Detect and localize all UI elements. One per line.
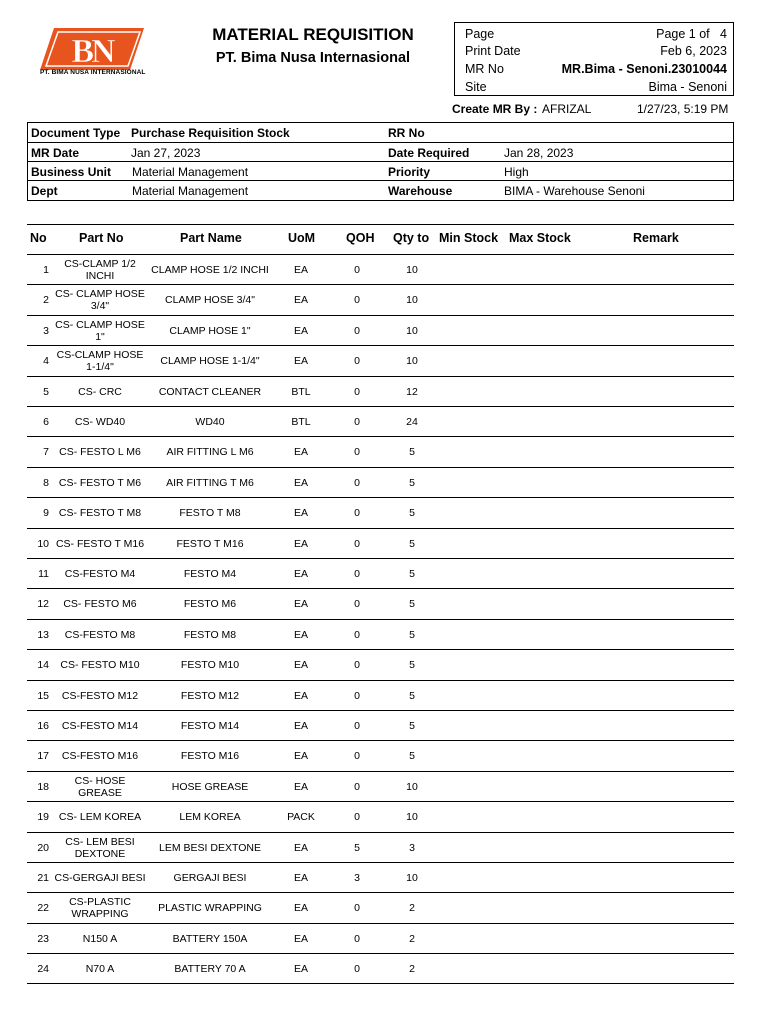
part-number-cell: CS- FESTO M6 <box>63 598 137 611</box>
unit-of-measure-cell: EA <box>293 264 308 276</box>
quantity-to-order-cell: 10 <box>406 324 418 337</box>
part-number-cell: CS-CLAMP HOSE 1-1/4" <box>56 349 144 374</box>
doc-type-label: Document Type <box>31 126 121 140</box>
page-label: Page <box>465 27 495 41</box>
table-row <box>27 892 734 922</box>
priority-label: Priority <box>388 165 431 179</box>
quantity-to-order-cell: 10 <box>406 355 418 368</box>
unit-of-measure-cell: BTL <box>291 416 311 428</box>
table-row <box>27 710 734 740</box>
row-number-cell: 17 <box>37 750 49 763</box>
warehouse-label: Warehouse <box>388 184 453 198</box>
part-name-cell: WD40 <box>195 416 225 428</box>
create-by-user: AFRIZAL <box>542 102 592 116</box>
quantity-to-order-cell: 5 <box>409 446 415 459</box>
row-number-cell: 11 <box>38 568 49 580</box>
part-number-cell: CS- CRC <box>78 385 122 398</box>
quantity-on-hand-cell: 0 <box>354 537 360 550</box>
table-row <box>27 862 734 892</box>
table-row <box>27 406 734 436</box>
part-number-cell: CS- LEM BESI DEXTONE <box>65 835 135 860</box>
quantity-on-hand-cell: 0 <box>354 507 360 520</box>
priority-value: High <box>504 165 529 179</box>
svg-text:BN: BN <box>71 33 113 70</box>
part-name-cell: FESTO M12 <box>180 689 240 702</box>
table-row <box>27 953 734 983</box>
quantity-to-order-cell: 5 <box>409 628 415 641</box>
row-number-cell: 19 <box>37 811 49 824</box>
quantity-on-hand-cell: 0 <box>354 720 360 732</box>
col-header-part-no: Part No <box>79 231 124 245</box>
part-name-cell: CLAMP HOSE 3/4" <box>165 294 255 307</box>
part-number-cell: CS-FESTO M4 <box>64 568 136 580</box>
unit-of-measure-cell: EA <box>293 689 308 702</box>
col-header-uom: UoM <box>288 231 316 245</box>
col-header-qty-to: Qty to <box>393 231 430 245</box>
unit-of-measure-cell: EA <box>293 294 308 307</box>
unit-of-measure-cell: EA <box>293 476 308 489</box>
row-number-cell: 21 <box>37 872 49 884</box>
part-number-cell: CS-GERGAJI BESI <box>54 872 146 884</box>
create-timestamp: 1/27/23, 5:19 PM <box>637 102 729 116</box>
table-row <box>27 436 734 466</box>
table-row <box>27 649 734 679</box>
page-row <box>465 25 727 43</box>
quantity-on-hand-cell: 0 <box>354 689 360 702</box>
quantity-on-hand-cell: 0 <box>354 811 360 824</box>
unit-of-measure-cell: PACK <box>287 811 315 824</box>
date-required-label: Date Required <box>388 146 470 160</box>
part-name-cell: FESTO T M16 <box>176 537 244 550</box>
part-number-cell: CS-FESTO M16 <box>61 750 139 763</box>
quantity-on-hand-cell: 0 <box>354 598 360 611</box>
row-number-cell: 10 <box>37 537 49 550</box>
logo-caption: PT. BIMA NUSA INTERNASIONAL <box>40 69 146 76</box>
requisition-details <box>27 122 734 201</box>
row-number-cell: 14 <box>37 659 49 672</box>
quantity-on-hand-cell: 0 <box>354 659 360 672</box>
row-number-cell: 16 <box>37 720 49 732</box>
quantity-to-order-cell: 10 <box>406 264 418 276</box>
mr-no-row <box>465 60 727 78</box>
table-row <box>27 315 734 345</box>
quantity-on-hand-cell: 0 <box>354 568 360 580</box>
quantity-to-order-cell: 2 <box>409 902 415 915</box>
part-name-cell: PLASTIC WRAPPING <box>158 902 262 915</box>
quantity-on-hand-cell: 0 <box>354 780 360 793</box>
unit-of-measure-cell: EA <box>293 355 308 368</box>
row-number-cell: 23 <box>37 932 49 945</box>
business-unit-value: Material Management <box>132 165 249 179</box>
unit-of-measure-cell: EA <box>293 568 308 580</box>
row-number-cell: 7 <box>43 446 49 459</box>
table-row <box>27 740 734 770</box>
quantity-on-hand-cell: 0 <box>354 324 360 337</box>
table-row <box>27 254 734 284</box>
row-number-cell: 4 <box>43 355 49 368</box>
quantity-to-order-cell: 5 <box>409 659 415 672</box>
warehouse-value: BIMA - Warehouse Senoni <box>504 184 645 198</box>
mr-no-label: MR No <box>465 62 504 76</box>
part-number-cell: CS- HOSE GREASE <box>74 774 126 799</box>
quantity-on-hand-cell: 0 <box>354 355 360 368</box>
quantity-to-order-cell: 12 <box>406 385 418 398</box>
quantity-to-order-cell: 2 <box>409 932 415 945</box>
row-number-cell: 13 <box>37 628 49 641</box>
part-name-cell: BATTERY 150A <box>172 932 248 945</box>
print-date-value: Feb 6, 2023 <box>660 44 727 58</box>
part-name-cell: FESTO M16 <box>180 750 240 763</box>
part-number-cell: CS- FESTO T M16 <box>55 537 145 550</box>
quantity-on-hand-cell: 0 <box>354 446 360 459</box>
unit-of-measure-cell: EA <box>293 598 308 611</box>
date-required-value: Jan 28, 2023 <box>504 146 574 160</box>
part-name-cell: FESTO M4 <box>183 568 237 580</box>
row-number-cell: 15 <box>37 689 49 702</box>
site-label: Site <box>465 80 487 94</box>
part-name-cell: FESTO T M8 <box>179 507 241 520</box>
table-row <box>27 467 734 497</box>
quantity-to-order-cell: 24 <box>406 416 418 428</box>
quantity-on-hand-cell: 0 <box>354 385 360 398</box>
table-row <box>27 588 734 618</box>
part-name-cell: AIR FITTING T M6 <box>166 476 254 489</box>
part-name-cell: GERGAJI BESI <box>173 872 247 884</box>
col-header-qoh: QOH <box>346 231 375 245</box>
mr-date-label: MR Date <box>31 146 80 160</box>
quantity-to-order-cell: 3 <box>409 841 415 854</box>
part-name-cell: LEM BESI DEXTONE <box>159 841 261 854</box>
quantity-to-order-cell: 10 <box>406 780 418 793</box>
quantity-to-order-cell: 10 <box>406 294 418 307</box>
page-value: Page 1 of 4 <box>656 27 727 41</box>
part-number-cell: N70 A <box>85 963 115 976</box>
row-number-cell: 22 <box>37 902 49 915</box>
part-name-cell: CONTACT CLEANER <box>158 385 262 398</box>
quantity-on-hand-cell: 0 <box>354 294 360 307</box>
unit-of-measure-cell: EA <box>293 780 308 793</box>
part-number-cell: CS-PLASTIC WRAPPING <box>69 896 131 921</box>
unit-of-measure-cell: EA <box>293 932 308 945</box>
quantity-on-hand-cell: 0 <box>354 264 360 276</box>
row-number-cell: 1 <box>43 264 49 276</box>
part-name-cell: BATTERY 70 A <box>174 963 246 976</box>
quantity-on-hand-cell: 5 <box>354 841 360 854</box>
site-row <box>465 78 727 96</box>
create-by-label: Create MR By : <box>452 102 538 116</box>
part-number-cell: CS- FESTO L M6 <box>59 446 141 459</box>
document-title: MATERIAL REQUISITION <box>212 25 414 44</box>
table-row <box>27 801 734 831</box>
quantity-on-hand-cell: 0 <box>354 932 360 945</box>
business-unit-label: Business Unit <box>31 165 112 179</box>
quantity-on-hand-cell: 0 <box>354 476 360 489</box>
dept-value: Material Management <box>132 184 249 198</box>
row-number-cell: 20 <box>37 841 49 854</box>
table-row <box>27 680 734 710</box>
quantity-to-order-cell: 10 <box>406 872 418 884</box>
unit-of-measure-cell: EA <box>293 750 308 763</box>
unit-of-measure-cell: EA <box>293 659 308 672</box>
quantity-on-hand-cell: 0 <box>354 963 360 976</box>
row-number-cell: 12 <box>37 598 49 611</box>
unit-of-measure-cell: EA <box>293 841 308 854</box>
table-row <box>27 619 734 649</box>
row-number-cell: 9 <box>43 507 49 520</box>
part-number-cell: N150 A <box>82 932 118 945</box>
doc-type-value: Purchase Requisition Stock <box>131 126 290 140</box>
quantity-on-hand-cell: 3 <box>354 872 360 884</box>
part-name-cell: AIR FITTING L M6 <box>166 446 254 459</box>
part-name-cell: CLAMP HOSE 1/2 INCHI <box>151 264 269 276</box>
row-number-cell: 5 <box>43 385 49 398</box>
part-name-cell: LEM KOREA <box>179 811 241 824</box>
table-row <box>27 832 734 862</box>
document-info-box <box>454 22 734 96</box>
quantity-on-hand-cell: 0 <box>354 902 360 915</box>
unit-of-measure-cell: EA <box>293 628 308 641</box>
table-top-rule <box>27 224 734 225</box>
unit-of-measure-cell: EA <box>293 446 308 459</box>
table-row <box>27 345 734 375</box>
col-header-min-stock: Min Stock <box>439 231 499 245</box>
part-number-cell: CS- FESTO T M8 <box>58 507 142 520</box>
unit-of-measure-cell: EA <box>293 324 308 337</box>
print-date-label: Print Date <box>465 44 521 58</box>
part-number-cell: CS-FESTO M12 <box>61 689 139 702</box>
row-number-cell: 6 <box>43 416 49 428</box>
quantity-to-order-cell: 5 <box>409 750 415 763</box>
part-number-cell: CS- LEM KOREA <box>58 811 142 824</box>
quantity-on-hand-cell: 0 <box>354 750 360 763</box>
quantity-on-hand-cell: 0 <box>354 416 360 428</box>
part-name-cell: HOSE GREASE <box>171 780 249 793</box>
part-name-cell: FESTO M10 <box>180 659 240 672</box>
mr-no-value: MR.Bima - Senoni.23010044 <box>561 62 727 76</box>
row-number-cell: 2 <box>43 294 49 307</box>
rr-no-label: RR No <box>388 126 425 140</box>
row-number-cell: 24 <box>37 963 49 976</box>
row-number-cell: 8 <box>43 476 49 489</box>
part-name-cell: CLAMP HOSE 1" <box>169 324 251 337</box>
part-name-cell: CLAMP HOSE 1-1/4" <box>160 355 260 368</box>
col-header-no: No <box>30 231 47 245</box>
unit-of-measure-cell: EA <box>293 507 308 520</box>
part-number-cell: CS- FESTO M10 <box>60 659 140 672</box>
unit-of-measure-cell: EA <box>293 537 308 550</box>
unit-of-measure-cell: EA <box>293 872 308 884</box>
part-name-cell: FESTO M14 <box>180 720 240 732</box>
row-number-cell: 3 <box>43 324 49 337</box>
col-header-remark: Remark <box>633 231 679 245</box>
table-row <box>27 923 734 953</box>
table-row <box>27 528 734 558</box>
unit-of-measure-cell: EA <box>293 902 308 915</box>
table-row <box>27 376 734 406</box>
part-number-cell: CS- CLAMP HOSE 1" <box>55 318 145 343</box>
quantity-to-order-cell: 5 <box>409 507 415 520</box>
company-name: PT. Bima Nusa Internasional <box>215 50 411 66</box>
quantity-to-order-cell: 5 <box>409 598 415 611</box>
quantity-on-hand-cell: 0 <box>354 628 360 641</box>
row-number-cell: 18 <box>37 780 49 793</box>
unit-of-measure-cell: EA <box>293 720 308 732</box>
part-name-cell: FESTO M6 <box>183 598 237 611</box>
part-name-cell: FESTO M8 <box>183 628 237 641</box>
quantity-to-order-cell: 5 <box>409 476 415 489</box>
unit-of-measure-cell: BTL <box>291 385 311 398</box>
part-number-cell: CS-FESTO M8 <box>64 628 136 641</box>
quantity-to-order-cell: 5 <box>409 537 415 550</box>
part-number-cell: CS-CLAMP 1/2 INCHI <box>64 258 136 282</box>
part-number-cell: CS- FESTO T M6 <box>58 476 142 489</box>
quantity-to-order-cell: 5 <box>409 568 415 580</box>
col-header-part-name: Part Name <box>180 231 242 245</box>
bn-logo-graphic <box>40 26 144 72</box>
print-date-row <box>465 42 727 60</box>
col-header-max-stock: Max Stock <box>509 231 571 245</box>
part-number-cell: CS- WD40 <box>74 416 126 428</box>
quantity-to-order-cell: 5 <box>409 720 415 732</box>
quantity-to-order-cell: 2 <box>409 963 415 976</box>
site-value: Bima - Senoni <box>648 80 727 94</box>
mr-date-value: Jan 27, 2023 <box>131 146 201 160</box>
quantity-to-order-cell: 10 <box>406 811 418 824</box>
table-row <box>27 771 734 801</box>
table-row <box>27 497 734 527</box>
table-row <box>27 558 734 588</box>
table-row <box>27 284 734 314</box>
part-number-cell: CS- CLAMP HOSE 3/4" <box>55 288 145 313</box>
dept-label: Dept <box>31 184 58 198</box>
quantity-to-order-cell: 5 <box>409 689 415 702</box>
part-number-cell: CS-FESTO M14 <box>61 720 139 732</box>
unit-of-measure-cell: EA <box>293 963 308 976</box>
